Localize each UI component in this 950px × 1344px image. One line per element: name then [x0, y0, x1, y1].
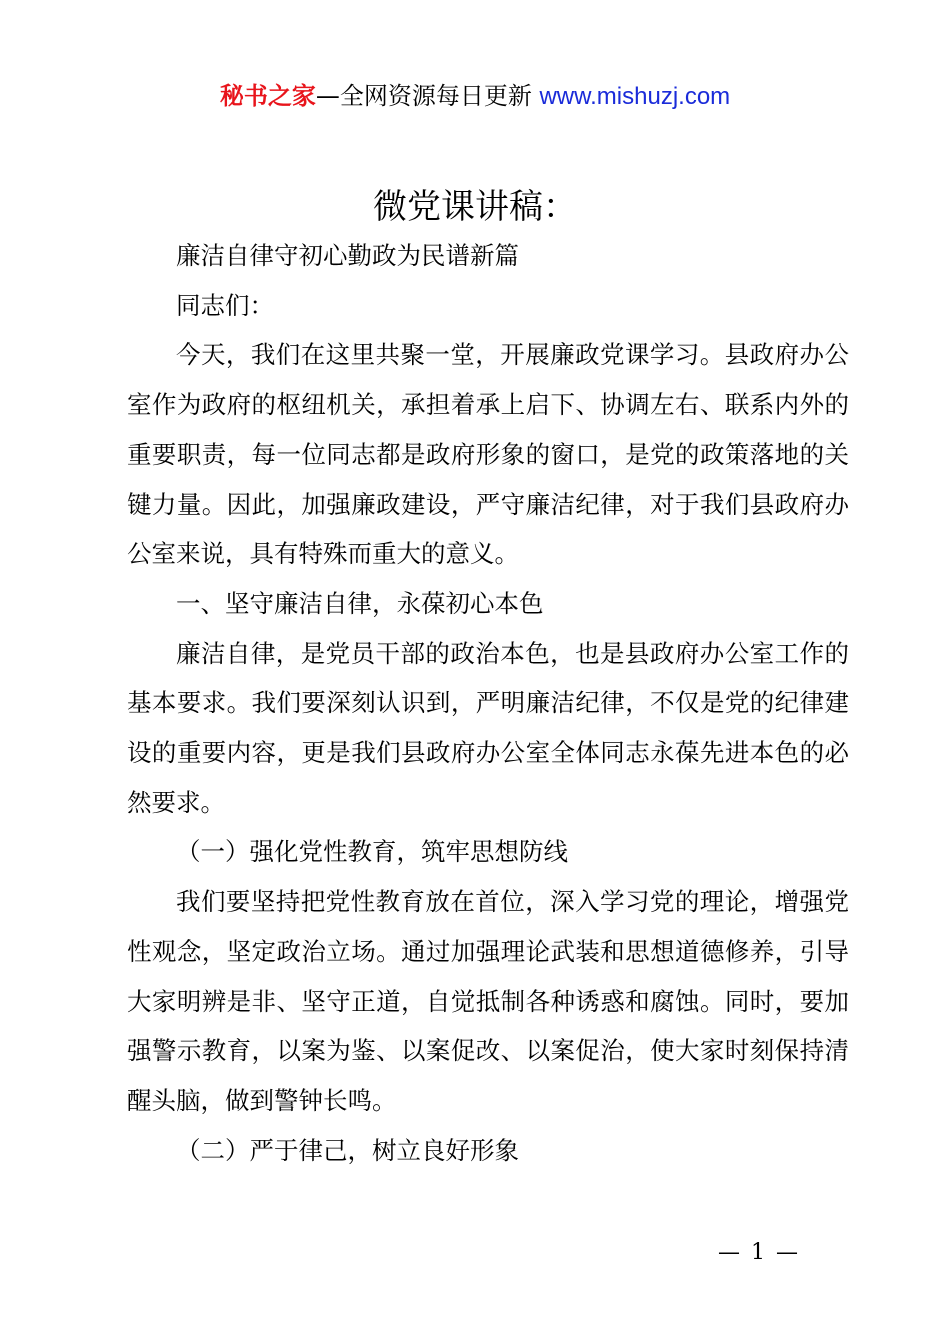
section-heading: 一、坚守廉洁自律，永葆初心本色 — [176, 588, 544, 618]
site-brand: 秘书之家 — [219, 82, 316, 110]
body-paragraph: 廉洁自律，是党员干部的政治本色，也是县政府办公室工作的基本要求。我们要深刻认识到，严明廉洁纪律，不仅是党的纪律建设的重要内容，更是我们县政府办公室全体同志永葆先进本色的必然要求。 — [127, 638, 849, 817]
site-slogan: —全网资源每日更新 — [315, 82, 532, 110]
subsection-heading: （一）强化党性教育，筑牢思想防线 — [176, 837, 568, 867]
salutation-paragraph: 同志们： — [176, 290, 274, 320]
document-title: 微党课讲稿： — [373, 187, 577, 227]
site-url-link[interactable]: www.mishuzj.com — [539, 83, 731, 110]
page-number: — 1 — — [718, 1240, 800, 1265]
site-header — [0, 80, 950, 113]
subsection-heading: （二）严于律己，树立良好形象 — [176, 1135, 519, 1165]
body-paragraph: 我们要坚持把党性教育放在首位，深入学习党的理论，增强党性观念，坚定政治立场。通过加强理论武装和思想道德修养，引导大家明辨是非、坚守正道，自觉抵制各种诱惑和腐蚀。同时，要加强警示教育，以案为鉴、以案促改、以案促治，使大家时刻保持清醒头脑，做到警钟长鸣。 — [127, 887, 849, 1115]
subtitle-paragraph: 廉洁自律守初心勤政为民谱新篇 — [176, 241, 519, 270]
body-paragraph: 今天，我们在这里共聚一堂，开展廉政党课学习。县政府办公室作为政府的枢纽机关，承担着承上启下、协调左右、联系内外的重要职责，每一位同志都是政府形象的窗口，是党的政策落地的关键力量。因此，加强廉政建设，严守廉洁纪律，对于我们县政府办公室来说，具有特殊而重大的意义。 — [127, 340, 849, 569]
document-body — [127, 231, 849, 1175]
